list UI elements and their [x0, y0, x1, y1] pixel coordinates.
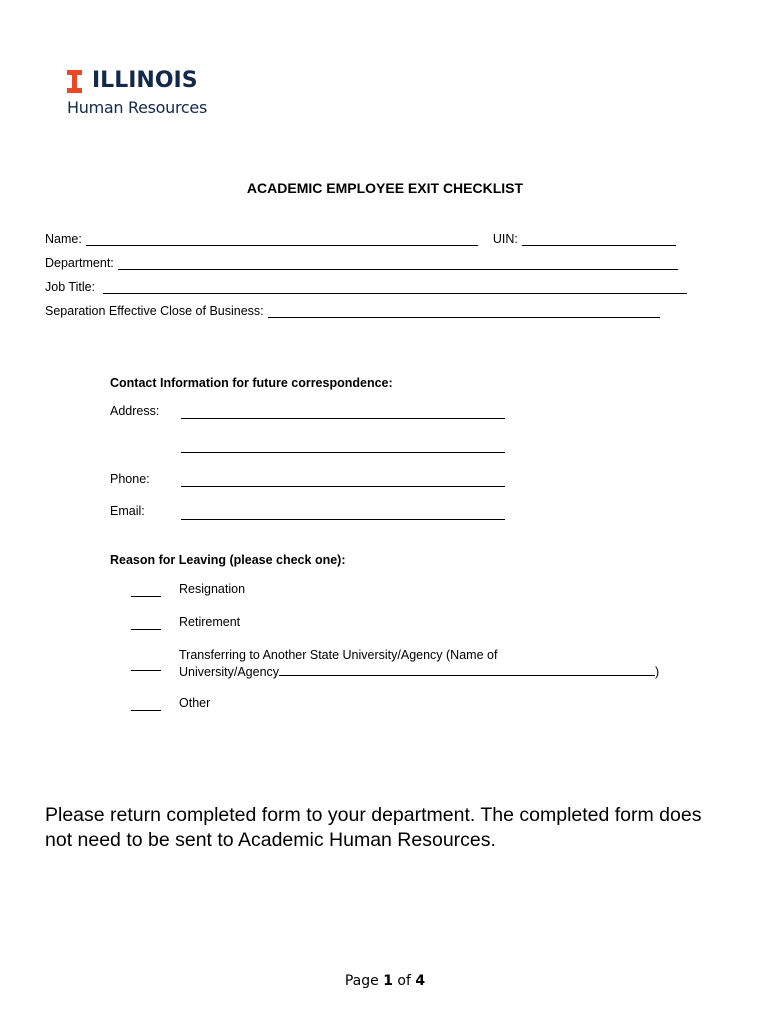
agency-name-field[interactable]	[279, 664, 655, 676]
return-instructions: Please return completed form to your department. The completed form does not need to be sent to Academic Human Resources.	[45, 804, 702, 851]
page-total: 4	[415, 973, 426, 989]
separation-date-field[interactable]	[268, 304, 660, 318]
page-number	[0, 973, 770, 989]
other-option: Other	[179, 696, 211, 710]
job-title-label: Job Title:	[45, 280, 96, 294]
transfer-checkbox[interactable]	[131, 656, 161, 671]
uin-label: UIN:	[492, 232, 518, 246]
name-label: Name:	[45, 232, 82, 246]
resignation-option: Resignation	[179, 582, 246, 596]
logo-subtitle: Human Resources	[67, 98, 208, 117]
uin-field[interactable]	[522, 232, 676, 246]
separation-label: Separation Effective Close of Business:	[45, 304, 264, 318]
transfer-option: Transferring to Another State University/Agency (Name of	[179, 648, 498, 662]
resignation-checkbox[interactable]	[131, 582, 161, 597]
contact-heading: Contact Information for future correspondence:	[110, 376, 393, 390]
transfer-close-paren: )	[655, 665, 660, 679]
of-word: of	[397, 973, 411, 989]
address-field-line1[interactable]	[181, 404, 505, 419]
reason-heading: Reason for Leaving (please check one):	[110, 553, 346, 567]
address-label: Address:	[110, 404, 160, 418]
name-row	[45, 228, 676, 246]
job-title-field[interactable]	[103, 280, 687, 294]
email-field[interactable]	[181, 505, 505, 520]
transfer-agency-label: University/Agency	[179, 665, 280, 679]
logo-wordmark: ILLINOIS	[92, 68, 198, 93]
address-field-line2[interactable]	[181, 438, 505, 453]
retirement-checkbox[interactable]	[131, 615, 161, 630]
job-title-row	[45, 276, 687, 294]
department-field[interactable]	[118, 256, 678, 270]
department-label: Department:	[45, 256, 114, 270]
phone-label: Phone:	[110, 472, 150, 486]
name-field[interactable]	[86, 232, 478, 246]
page-word: Page	[344, 973, 379, 989]
transfer-agency-row	[179, 664, 659, 679]
department-row	[45, 252, 678, 270]
email-label: Email:	[110, 504, 145, 518]
separation-row	[45, 300, 660, 318]
form-title: ACADEMIC EMPLOYEE EXIT CHECKLIST	[246, 180, 524, 196]
illinois-hr-logo	[67, 68, 227, 117]
page-current: 1	[383, 973, 393, 989]
other-checkbox[interactable]	[131, 696, 161, 711]
block-i-icon	[67, 70, 82, 93]
retirement-option: Retirement	[179, 615, 241, 629]
phone-field[interactable]	[181, 472, 505, 487]
